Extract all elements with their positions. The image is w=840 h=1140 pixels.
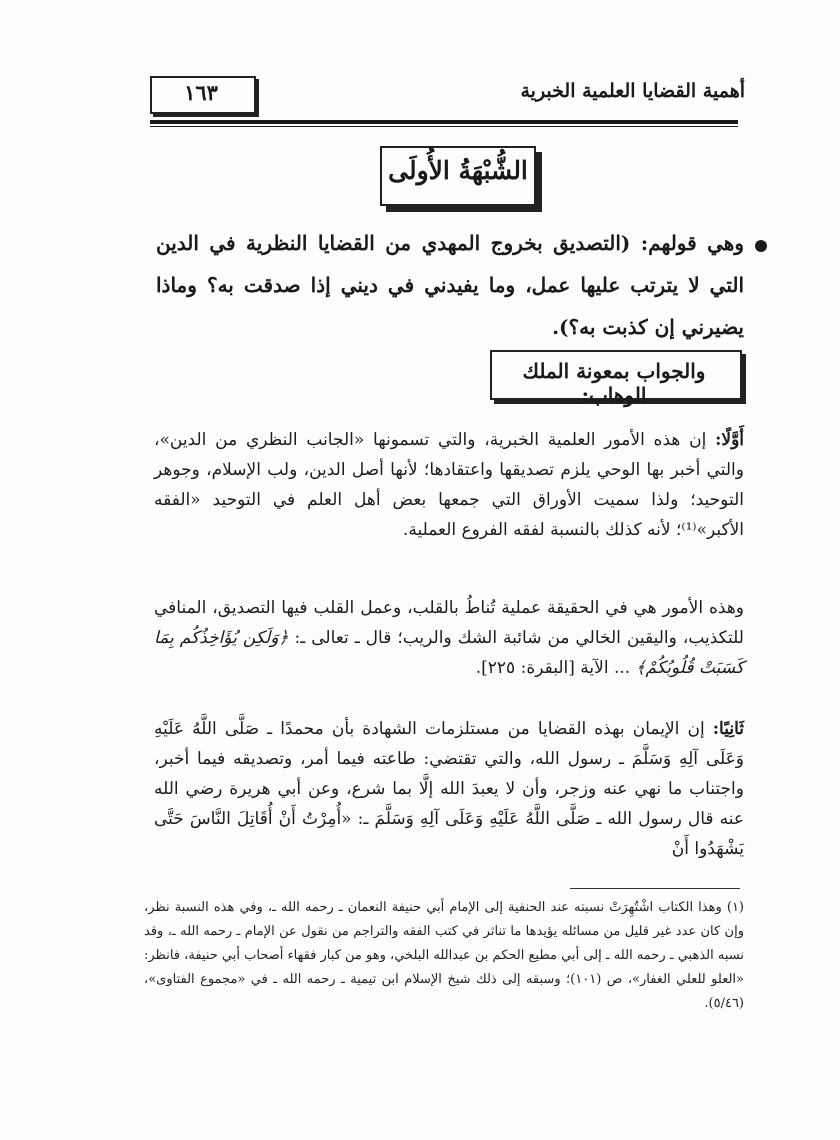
page-number: ١٦٣: [184, 80, 218, 105]
running-header-title: أهمية القضايا العلمية الخبرية: [520, 80, 745, 102]
header-rule-thin: [150, 126, 738, 127]
paragraph-first-point: [154, 425, 744, 545]
answer-heading: والجواب بمعونة الملك الوهاب:: [522, 359, 706, 407]
footnote-separator: [570, 888, 740, 889]
paragraph-heart-action: [154, 593, 744, 683]
section-title: الشُّبْهَةُ الأُولَى: [388, 156, 528, 185]
second-point-label: ثَانِيًا:: [712, 719, 745, 739]
objection-paragraph: وهي قولهم: (التصديق بخروج المهدي من القضايا النظرية في الدين التي لا يترتب عليها عمل، وما يفيدني في ديني إذا صدقت به؟ وماذا يضيرني إن كذبت به؟).: [156, 231, 744, 339]
heart-action-text: وهذه الأمور هي في الحقيقة عملية تُناطُ بالقلب، وعمل القلب فيها التصديق، المنافي للتكذيب، واليقين الخالي من شائبة الشك والريب؛ قال ـ تعالى ـ:: [154, 598, 744, 648]
quran-verse: ﴿وَلَكِن يُؤَاخِذُكُم بِمَا كَسَبَتْ قُلُوبُكُمْ﴾: [154, 628, 744, 678]
paragraph-second-point: [154, 714, 744, 864]
verse-reference: ... الآية [البقرة: ٢٢٥].: [475, 658, 631, 678]
header-rule-thick: [150, 120, 738, 124]
footnote: (١) وهذا الكتاب اشْتُهِرَتْ نسبته عند الحنفية إلى الإمام أبي حنيفة النعمان ـ رحمه الله ـ، وفي هذه النسبة نظر، وإن كان عدد غير قليل من مسائله يؤيدها ما تناثر في كتب الفقه والتراجم من نقول عن الإمام ـ رحمه الله ـ، وقد نسبه الذهبي ـ رحمه الله ـ إلى أبي مطيع الحكم بن عبدالله البلخي، وهو من كبار فقهاء أصحاب أبي حنيفة، فانظر: «العلو للعلي الغفار»، ص (١٠١)؛ وسبقه إلى ذلك شيخ الإسلام ابن تيمية ـ رحمه الله ـ في «مجموع الفتاوى»، (٥/٤٦).: [144, 900, 744, 1011]
first-point-label: أَوَّلًا:: [715, 430, 744, 450]
second-point-text: إن الإيمان بهذه القضايا من مستلزمات الشهادة بأن محمدًا ـ صَلَّى اللَّهُ عَلَيْهِ وَعَلَى آلِهِ وَسَلَّمَ ـ رسول الله، والتي تقتضي: طاعته فيما أمر، وتصديقه فيما أخبر، واجتناب ما نهي عنه وزجر، وأن لا يعبدَ الله إلَّا بما شرع، وعن أبي هريرة رضي الله عنه قال رسول الله ـ صَلَّى اللَّهُ عَلَيْهِ وَعَلَى آلِهِ وَسَلَّمَ ـ: «أُمِرْتُ أَنْ أُقَاتِلَ النَّاسَ حَتَّى يَشْهَدُوا أَنْ: [154, 719, 744, 859]
first-point-text: إن هذه الأمور العلمية الخبرية، والتي تسمونها «الجانب النظري من الدين»، والتي أخبر بها الوحي يلزم تصديقها واعتقادها؛ لأنها أصل الدين، ولب الإسلام، وجوهر التوحيد؛ ولذا سميت الأوراق التي جمعها بعض أهل العلم في التوحيد «الفقه الأكبر»⁽¹⁾؛ لأنه كذلك بالنسبة لفقه الفروع العملية.: [154, 430, 744, 540]
bullet-icon: [755, 240, 767, 252]
